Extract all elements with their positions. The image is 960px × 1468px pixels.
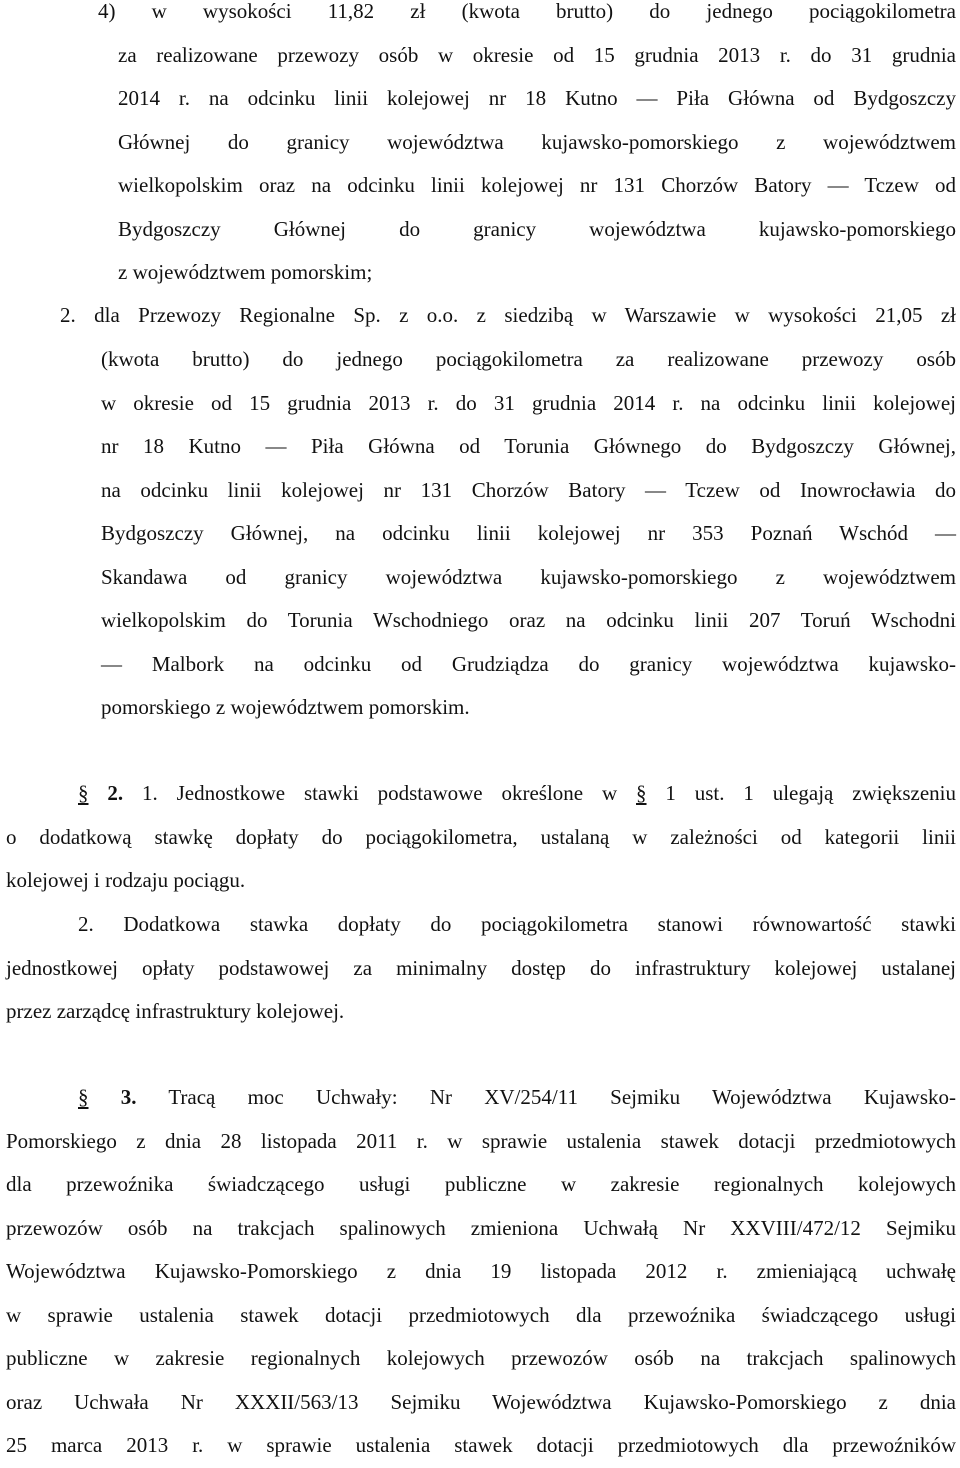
- section-3-line: [78, 1076, 956, 1120]
- section-2-sub2-paragraph: [6, 947, 956, 1034]
- item-pr-line: (kwota brutto) do jednego pociągokilometra za realizowane przewozy osób: [101, 347, 956, 371]
- section-3-line: Pomorskiego z dnia 28 listopada 2011 r. w sprawie ustalenia stawek dotacji przedmiotowych: [6, 1128, 956, 1153]
- item-4-continuation: [118, 34, 956, 295]
- section-3-lead: Tracą moc Uchwały: Nr XV/254/11 Sejmiku Województwa Kujawsko-: [136, 1085, 956, 1109]
- item-pr-line: pomorskiego z województwem pomorskim.: [101, 695, 470, 719]
- section-3-paragraph: [6, 1120, 956, 1468]
- item-4-line: Głównej do granicy województwa kujawsko-pomorskiego z województwem: [118, 129, 956, 154]
- item-pr-line: Skandawa od granicy województwa kujawsko-pomorskiego z województwem: [101, 564, 956, 589]
- item-pr-line: 2. dla Przewozy Regionalne Sp. z o.o. z siedzibą w Warszawie w wysokości 21,05 zł: [60, 303, 956, 327]
- section-2-sub2-first-line: [78, 903, 956, 947]
- paragraph-sign: §: [78, 1085, 89, 1109]
- section-2-line: przez zarządcę infrastruktury kolejowej.: [6, 999, 345, 1023]
- item-4-line: 4) w wysokości 11,82 zł (kwota brutto) do jednego pociągokilometra: [98, 0, 956, 23]
- section-3-line: przewozów osób na trakcjach spalinowych zmieniona Uchwałą Nr XXVIII/472/12 Sejmiku: [6, 1215, 956, 1240]
- item-4-line: z województwem pomorskim;: [118, 260, 373, 284]
- section-3-first-line: [78, 1076, 956, 1120]
- paragraph-sign: §: [78, 781, 89, 805]
- section-2-line: 2. Dodatkowa stawka dopłaty do pociągokilometra stanowi równowartość stawki: [78, 912, 956, 936]
- item-4-line: Bydgoszczy Głównej do granicy województwa kujawsko-pomorskiego: [118, 216, 956, 241]
- section-2-line: jednostkowej opłaty podstawowej za minimalny dostęp do infrastruktury kolejowej ustalanej: [6, 955, 956, 980]
- section-2-first-line: [78, 772, 956, 816]
- section-2-sub1-paragraph: [6, 816, 956, 903]
- item-pr-first-line: [60, 294, 956, 338]
- item-pr-line: na odcinku linii kolejowej nr 131 Chorzów Batory — Tczew od Inowrocławia do: [101, 477, 956, 502]
- section-2-number: 2.: [107, 781, 124, 805]
- item-pr-line: w okresie od 15 grudnia 2013 r. do 31 grudnia 2014 r. na odcinku linii kolejowej: [101, 390, 956, 415]
- item-4-line: za realizowane przewozy osób w okresie od 15 grudnia 2013 r. do 31 grudnia: [118, 42, 956, 67]
- section-3-number: 3.: [120, 1085, 137, 1109]
- item-pr-line: — Malbork na odcinku od Grudziądza do granicy województwa kujawsko-: [101, 651, 956, 676]
- section-2-line: [78, 772, 956, 816]
- item-pr-line: Bydgoszczy Głównej, na odcinku linii kolejowej nr 353 Poznań Wschód —: [101, 521, 956, 545]
- section-2-sub1-rest: 1 ust. 1 ulegają zwiększeniu: [646, 781, 957, 805]
- section-2-ref-sign: §: [636, 781, 647, 805]
- section-3-line: Województwa Kujawsko-Pomorskiego z dnia 19 listopada 2012 r. zmieniającą uchwałę: [6, 1259, 956, 1283]
- section-3-line: 25 marca 2013 r. w sprawie ustalenia stawek dotacji przedmiotowych dla przewoźników: [6, 1433, 956, 1457]
- section-2-sub1-lead: 1. Jednostkowe stawki podstawowe określone w: [123, 781, 637, 805]
- section-2-line: kolejowej i rodzaju pociągu.: [6, 868, 246, 892]
- section-2-line: o dodatkową stawkę dopłaty do pociągokilometra, ustalaną w zależności od kategorii linii: [6, 824, 956, 849]
- item-pr-line: wielkopolskim do Torunia Wschodniego oraz na odcinku linii 207 Toruń Wschodni: [101, 608, 956, 632]
- item-4-line: wielkopolskim oraz na odcinku linii kolejowej nr 131 Chorzów Batory — Tczew od: [118, 173, 956, 197]
- item-4-line: 2014 r. na odcinku linii kolejowej nr 18 Kutno — Piła Główna od Bydgoszczy: [118, 86, 956, 110]
- section-3-line: w sprawie ustalenia stawek dotacji przedmiotowych dla przewoźnika świadczącego usługi: [6, 1302, 956, 1327]
- section-3-line: oraz Uchwała Nr XXXII/563/13 Sejmiku Województwa Kujawsko-Pomorskiego z dnia: [6, 1389, 956, 1414]
- item-4-paragraph: [98, 0, 956, 34]
- section-3-line: dla przewoźnika świadczącego usługi publiczne w zakresie regionalnych kolejowych: [6, 1172, 956, 1196]
- section-3-line: publiczne w zakresie regionalnych kolejowych przewozów osób na trakcjach spalinowych: [6, 1346, 956, 1370]
- item-pr-paragraph: [101, 338, 956, 730]
- item-pr-line: nr 18 Kutno — Piła Główna od Torunia Głównego do Bydgoszczy Głównej,: [101, 434, 956, 458]
